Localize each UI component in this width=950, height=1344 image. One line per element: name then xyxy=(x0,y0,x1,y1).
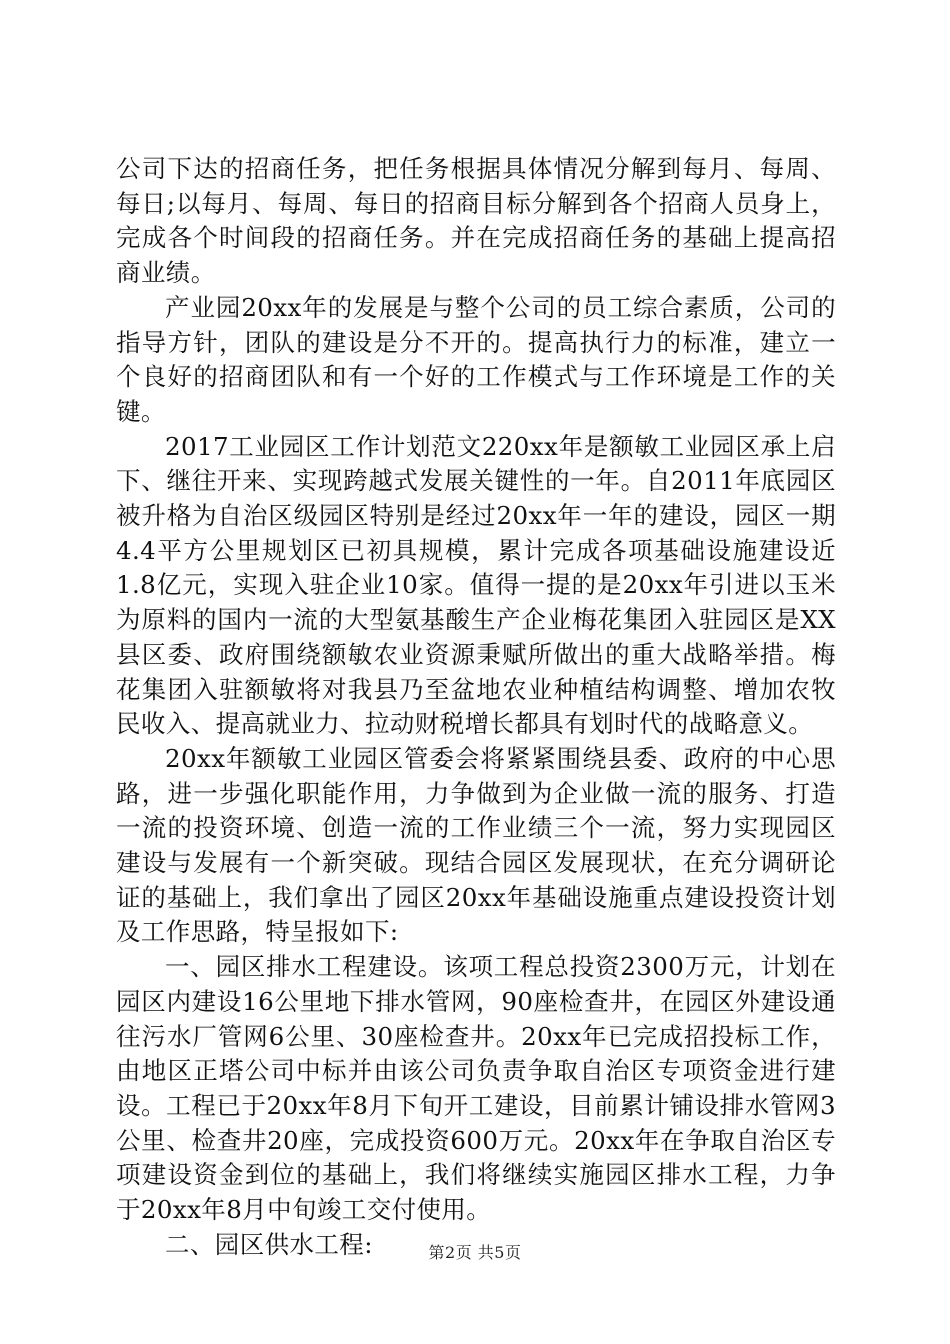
paragraph-4: 20xx年额敏工业园区管委会将紧紧围绕县委、政府的中心思路，进一步强化职能作用，力争做到为企业做一流的服务、打造一流的投资环境、创造一流的工作业绩三个一流，努力实现园区建设与发展有一个新突破。现结合园区发展现状，在充分调研论证的基础上，我们拿出了园区20xx年基础设施重点建设投资计划及工作思路，特呈报如下: xyxy=(116,743,836,947)
paragraph-5: 一、园区排水工程建设。该项工程总投资2300万元，计划在园区内建设16公里地下排水管网，90座检查井，在园区外建设通往污水厂管网6公里、30座检查井。20xx年已完成招投标工作，由地区正塔公司中标并由该公司负责争取自治区专项资金进行建设。工程已于20xx年8月下旬开工建设，目前累计铺设排水管网3公里、检查井20座，完成投资600万元。20xx年在争取自治区专项建设资金到位的基础上，我们将继续实施园区排水工程，力争于20xx年8月中旬竣工交付使用。 xyxy=(116,952,836,1225)
paragraph-3: 2017工业园区工作计划范文220xx年是额敏工业园区承上启下、继往开来、实现跨越式发展关键性的一年。自2011年底园区被升格为自治区级园区特别是经过20xx年一年的建设，园区一期4.4平方公里规划区已初具规模，累计完成各项基础设施建设近1.8亿元，实现入驻企业10家。值得一提的是20xx年引进以玉米为原料的国内一流的大型氨基酸生产企业梅花集团入驻园区是XX县区委、政府围绕额敏农业资源秉赋所做出的重大战略举措。梅花集团入驻额敏将对我县乃至盆地农业种植结构调整、增加农牧民收入、提高就业力、拉动财税增长都具有划时代的战略意义。 xyxy=(116,431,836,739)
paragraph-2: 产业园20xx年的发展是与整个公司的员工综合素质，公司的指导方针，团队的建设是分不开的。提高执行力的标准，建立一个良好的招商团队和有一个好的工作模式与工作环境是工作的关键。 xyxy=(116,292,836,426)
paragraph-6: 二、园区供水工程: xyxy=(165,1229,373,1259)
page-footer xyxy=(0,1240,950,1263)
paragraph-1: 公司下达的招商任务，把任务根据具体情况分解到每月、每周、每日;以每月、每周、每日的招商目标分解到各个招商人员身上，完成各个时间段的招商任务。并在完成招商任务的基础上提高招商业绩。 xyxy=(116,154,836,288)
page-number: 第2页 共5页 xyxy=(428,1243,522,1262)
document-body xyxy=(116,152,836,1263)
